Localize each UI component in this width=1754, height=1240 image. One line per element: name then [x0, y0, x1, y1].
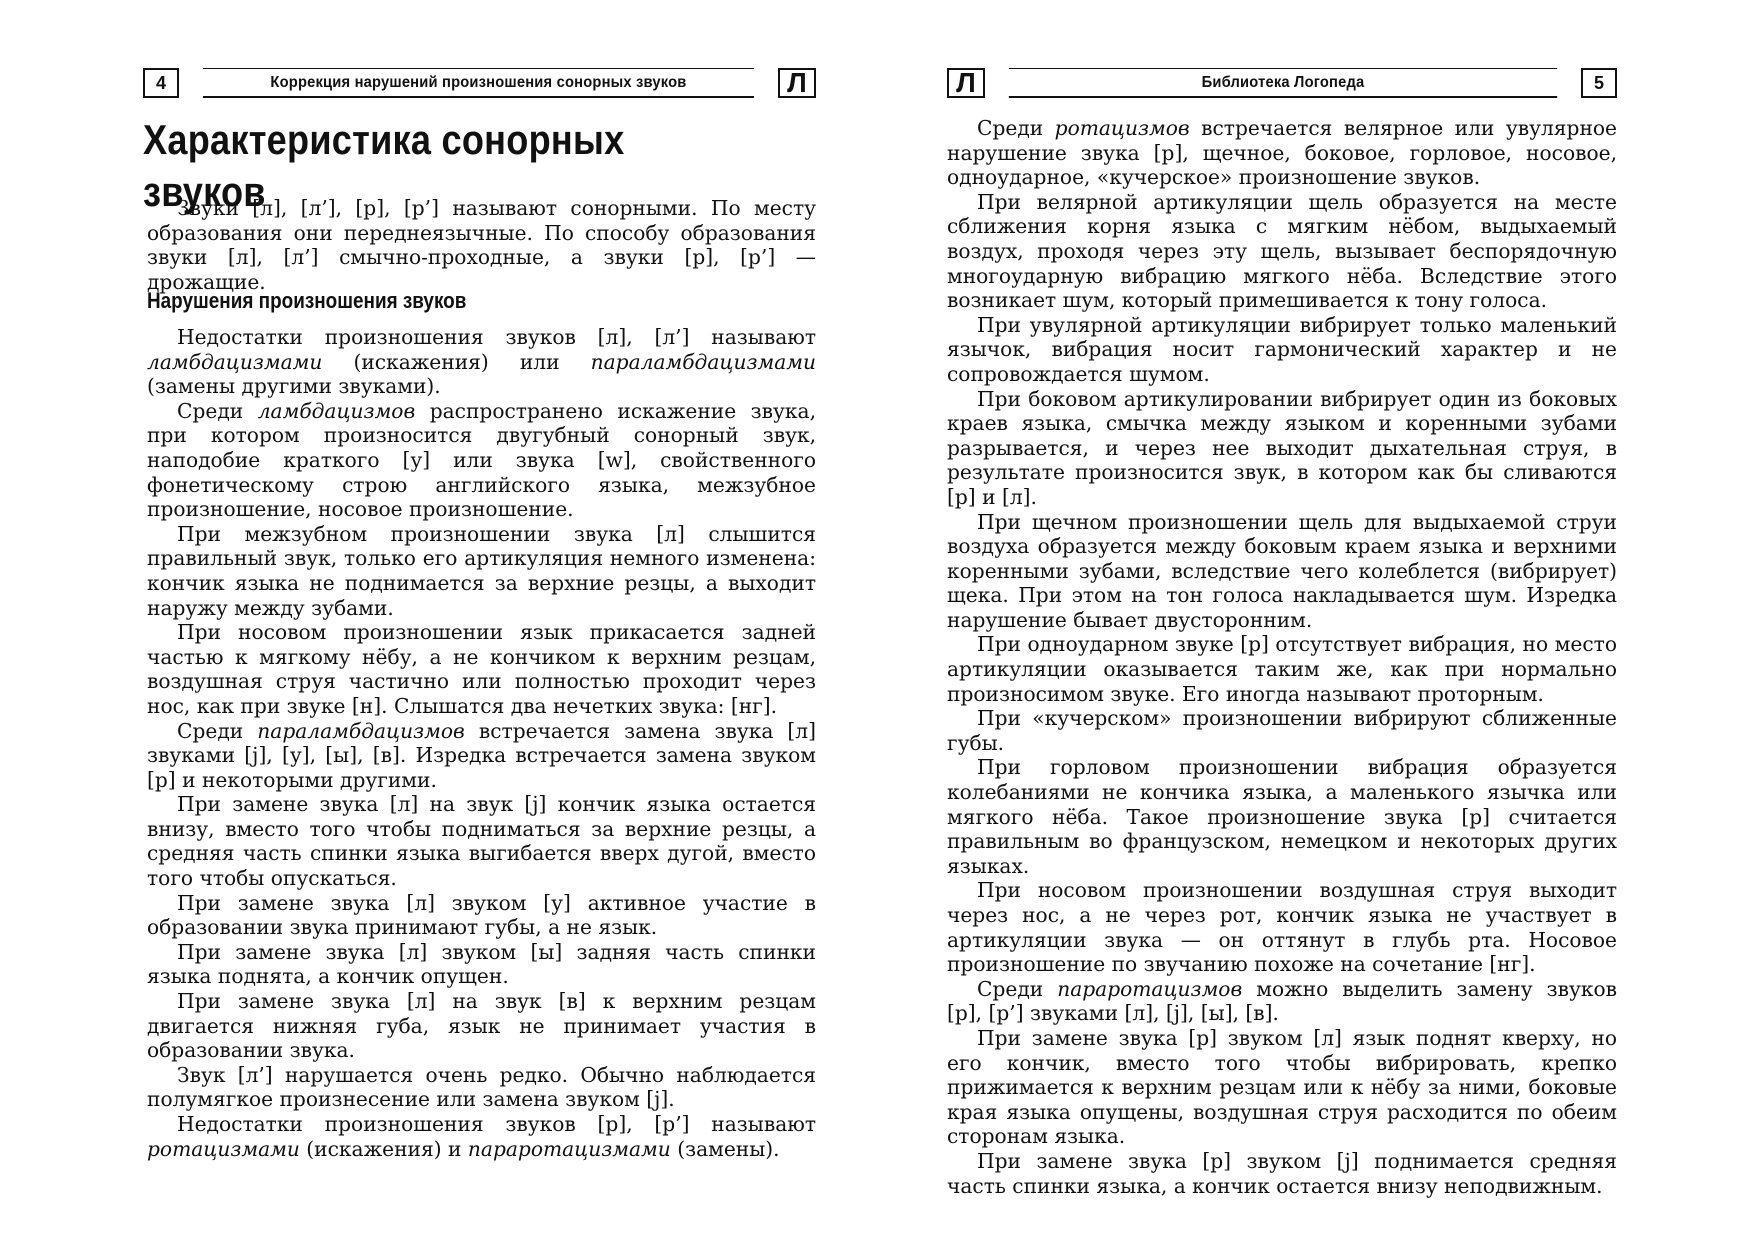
paragraph: При замене звука [р] звуком [j] поднимается средняя часть спинки языка, а кончик остается внизу неподвижным.	[947, 1148, 1617, 1198]
paragraph: При щечном произношении щель для выдыхаемой струи воздуха образуется между боковым краем языка и верхними коренными зубами, вследствие чего колеблется (вибрирует) щека. При этом на тон голоса накладывается шум. Изредка нарушение бывает двусторонним.	[947, 509, 1617, 632]
paragraph: При замене звука [л] на звук [j] кончик языка остается внизу, вместо того чтобы подниматься за верхние резцы, а средняя часть спинки языка выгибается вверх дугой, вместо того чтобы опускаться.	[147, 792, 816, 891]
paragraph: Среди ротацизмов встречается велярное или увулярное нарушение звука [р], щечное, боковое, горловое, носовое, одноударное, «кучерское» произношение звуков.	[947, 116, 1617, 190]
paragraph: При замене звука [л] на звук [в] к верхним резцам двигается нижняя губа, язык не принимает участия в образовании звука.	[147, 989, 816, 1063]
running-header-right	[947, 68, 1617, 98]
chapter-heading: Характеристика сонорных звуков	[143, 116, 625, 215]
paragraph: При велярной артикуляции щель образуется на месте сближения корня языка с мягким нёбом, выдыхаемый воздух, проходя через эту щель, вызывает беспорядочную многоударную вибрацию мягкого нёба. Вследствие этого возникает шум, который примешивается к тону голоса.	[947, 189, 1617, 313]
paragraph: При «кучерском» произношении вибрируют сближенные губы.	[947, 706, 1617, 755]
paragraph: При одноударном звуке [р] отсутствует вибрация, но место артикуляции оказывается таким же, как при нормально произносимом звуке. Его иногда называют проторным.	[947, 632, 1617, 706]
paragraph: При носовом произношении язык прикасается задней частью к мягкому нёбу, а не кончиком к верхним резцам, воздушная струя частично или полностью проходит через нос, как при звуке [н]. Слышатся два нечетких звука: [нг].	[147, 620, 816, 718]
paragraph: Недостатки произношения звуков [р], [р’] называют ротацизмами (искажения) и параротацизмами (замены).	[147, 1112, 816, 1161]
running-header-left	[143, 68, 816, 98]
intro-paragraph: Звуки [л], [л’], [р], [р’] называют сонорными. По месту образования они переднеязычные. По способу образования звуки [л], [л’] смычно-проходные, а звуки [р], [р’] — дрожащие.	[147, 196, 816, 294]
paragraph: Недостатки произношения звуков [л], [л’] называют ламбдацизмами (искажения) или параламбдацизмами (замены другими звуками).	[147, 325, 816, 399]
paragraph: При увулярной артикуляции вибрирует только маленький язычок, вибрация носит гармонический характер и не сопровождается шумом.	[947, 312, 1617, 386]
paragraph: При носовом произношении воздушная струя выходит через нос, а не через рот, кончик языка не участвует в артикуляции звука — он оттянут в глубь рта. Носовое произношение по звучанию похоже на сочетание [нг].	[947, 878, 1617, 977]
page-number: 4	[143, 68, 179, 98]
paragraph: Среди ламбдацизмов распространено искажение звука, при котором произносится двугубный сонорный звук, наподобие краткого [у] или звука [w], свойственного фонетическому строю английского языка, межзубное произношение, носовое произношение.	[147, 398, 816, 522]
running-title: Коррекция нарушений произношения сонорных звуков	[203, 68, 754, 98]
section-heading: Нарушения произношения звуков	[147, 288, 467, 313]
paragraph: При замене звука [л] звуком [ы] задняя часть спинки языка поднята, а кончик опущен.	[147, 939, 816, 989]
running-title: Библиотека Логопеда	[1009, 68, 1557, 98]
paragraph: При замене звука [р] звуком [л] язык поднят кверху, но его кончик, вместо того чтобы вибрировать, крепко прижимается к верхним резцам или к нёбу за ними, боковые края языка опущены, воздушная струя расходится по обеим сторонам языка.	[947, 1025, 1617, 1149]
paragraph: Среди параротацизмов можно выделить замену звуков [р], [р’] звуками [л], [j], [ы], [в].	[947, 976, 1617, 1026]
paragraph: При межзубном произношении звука [л] слышится правильный звук, только его артикуляция немного изменена: кончик языка не поднимается за верхние резцы, а выходит наружу между зубами.	[147, 521, 816, 620]
paragraph: При боковом артикулировании вибрирует один из боковых краев языка, смычка между языком и коренными зубами разрывается, и через нее выходит дыхательная струя, в результате произносится звук, в котором как бы сливаются [р] и [л].	[947, 386, 1617, 509]
paragraph: При замене звука [л] звуком [у] активное участие в образовании звука принимают губы, а не язык.	[147, 890, 816, 940]
intro-block	[147, 196, 816, 294]
paragraph: Звук [л’] нарушается очень редко. Обычно наблюдается полумягкое произнесение или замена звуком [j].	[147, 1062, 816, 1112]
paragraph: Среди параламбдацизмов встречается замена звука [л] звуками [j], [у], [ы], [в]. Изредка встречается замена звуком [р] и некоторыми другими.	[147, 718, 816, 792]
left-text-column	[147, 325, 816, 1161]
series-logo-icon: Л	[778, 68, 816, 98]
paragraph: При горловом произношении вибрация образуется колебаниями не кончика языка, а маленького язычка или мягкого нёба. Такое произношение звука [р] считается правильным во французском, немецком и некоторых других языках.	[947, 755, 1617, 878]
series-logo-icon: Л	[947, 68, 985, 98]
page-number: 5	[1581, 68, 1617, 98]
right-page	[877, 0, 1754, 1240]
right-text-column	[947, 116, 1617, 1198]
